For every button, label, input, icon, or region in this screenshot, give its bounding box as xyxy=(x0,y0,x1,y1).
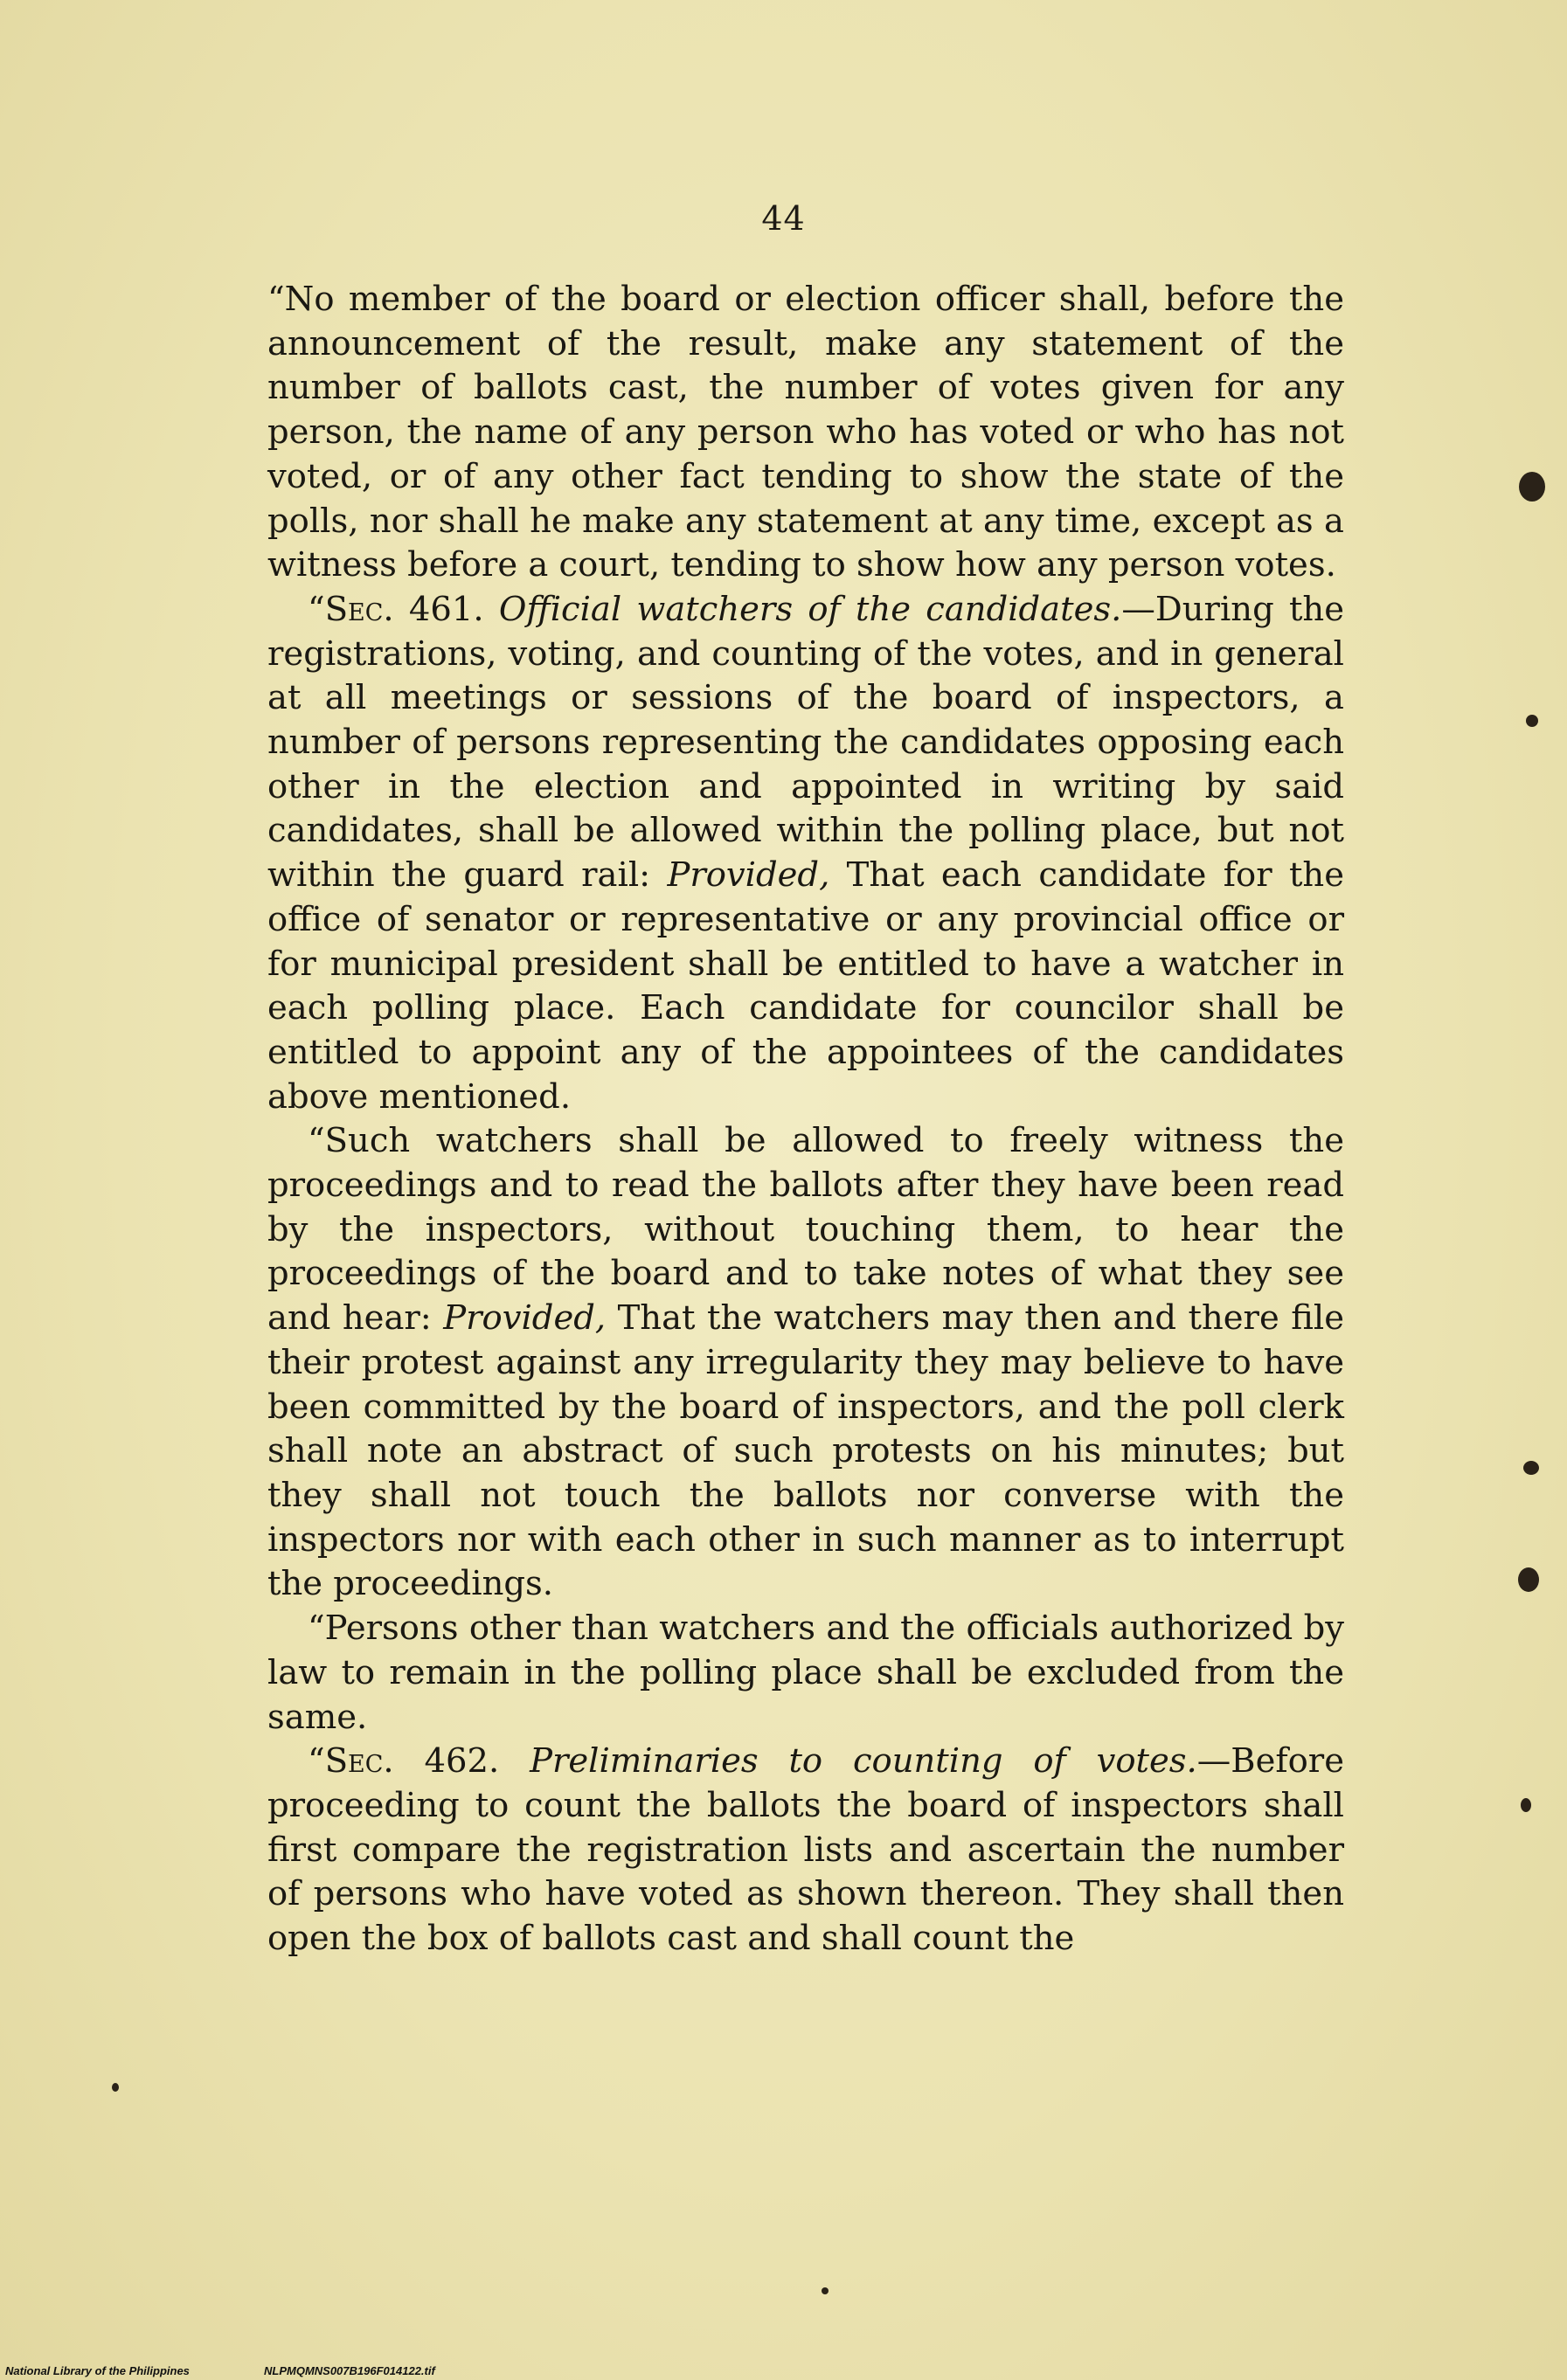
paragraph-ballot-secrecy xyxy=(267,278,1344,588)
binding-hole-mark xyxy=(1519,472,1545,502)
page-number: 44 xyxy=(761,199,806,238)
paragraph-text: —During the registrations, voting, and counting of the votes, and in general at all meetings or sessions of the board of inspectors, a number of persons representing the candidates opposing each other in the election and appointed in writing by said candidates, shall be allowed within the polling place, but not within the guard rail: xyxy=(267,589,1344,896)
footer-library-name: National Library of the Philippines xyxy=(5,2364,190,2377)
paragraph-text: That the watchers may then and there file their protest against any irregularity they may believe to have been committed by the board of inspectors, and the poll clerk shall note an abstract of such protests on his minutes; but they shall not touch the ballots nor converse with the inspectors nor with each other in such manner as to interrupt the proceedings. xyxy=(267,1298,1344,1604)
paragraph-text: “Persons other than watchers and the officials authorized by law to remain in the polling place shall be excluded from the same. xyxy=(267,1609,1344,1737)
provided-term: Provided, xyxy=(443,1298,607,1339)
section-label: Sec. xyxy=(324,589,394,629)
paragraph-exclusion xyxy=(267,1607,1344,1740)
paragraph-text: “No member of the board or election officer shall, before the announcement of the result, make any statement of the number of ballots cast, the number of votes given for any person, the name of any person who has voted or who has not voted, or of any other fact tending to show the state of the polls, nor shall he make any statement at any time, except as a witness before a court, tending to show how any person votes. xyxy=(267,280,1344,585)
open-quote: “ xyxy=(308,1741,325,1782)
paragraph-watchers-rights xyxy=(267,1119,1344,1607)
binding-hole-mark xyxy=(1523,1461,1539,1475)
section-heading: Preliminaries to counting of votes. xyxy=(530,1741,1197,1782)
binding-hole-mark xyxy=(1521,1798,1531,1812)
paragraph-sec-461 xyxy=(267,588,1344,1119)
section-number: 461. xyxy=(393,589,499,629)
binding-hole-mark xyxy=(1526,715,1538,727)
section-heading: Official watchers of the candidates. xyxy=(498,589,1122,629)
section-number: 462. xyxy=(393,1741,530,1782)
speck-mark xyxy=(822,2287,829,2294)
paragraph-text: “Such watchers shall be allowed to freely witness the proceedings and to read the ballots after they have been read by the inspectors, without touching them, to hear the proceedings of the board and to take notes of what they see and hear: xyxy=(267,1121,1344,1339)
paragraph-sec-462 xyxy=(267,1740,1344,1961)
section-label: Sec. xyxy=(324,1741,394,1782)
open-quote: “ xyxy=(308,589,325,629)
speck-mark xyxy=(112,2083,119,2092)
body-text xyxy=(267,278,1344,1961)
paragraph-text: —Before proceeding to count the ballots the board of inspectors shall first compare the registration lists and ascertain the number of persons who have voted as shown thereon. They shall then open the box of ballots cast and shall count the xyxy=(267,1741,1344,1959)
footer-file-id: NLPMQMNS007B196F014122.tif xyxy=(264,2364,435,2377)
provided-term: Provided, xyxy=(667,855,830,896)
binding-hole-mark xyxy=(1518,1567,1539,1592)
paragraph-text: That each candidate for the office of senator or representative or any provincial office or for municipal president shall be entitled to have a watcher in each polling place. Each candidate for councilor shall be entitled to appoint any of the appointees of the candidates above mentioned. xyxy=(267,855,1344,1117)
